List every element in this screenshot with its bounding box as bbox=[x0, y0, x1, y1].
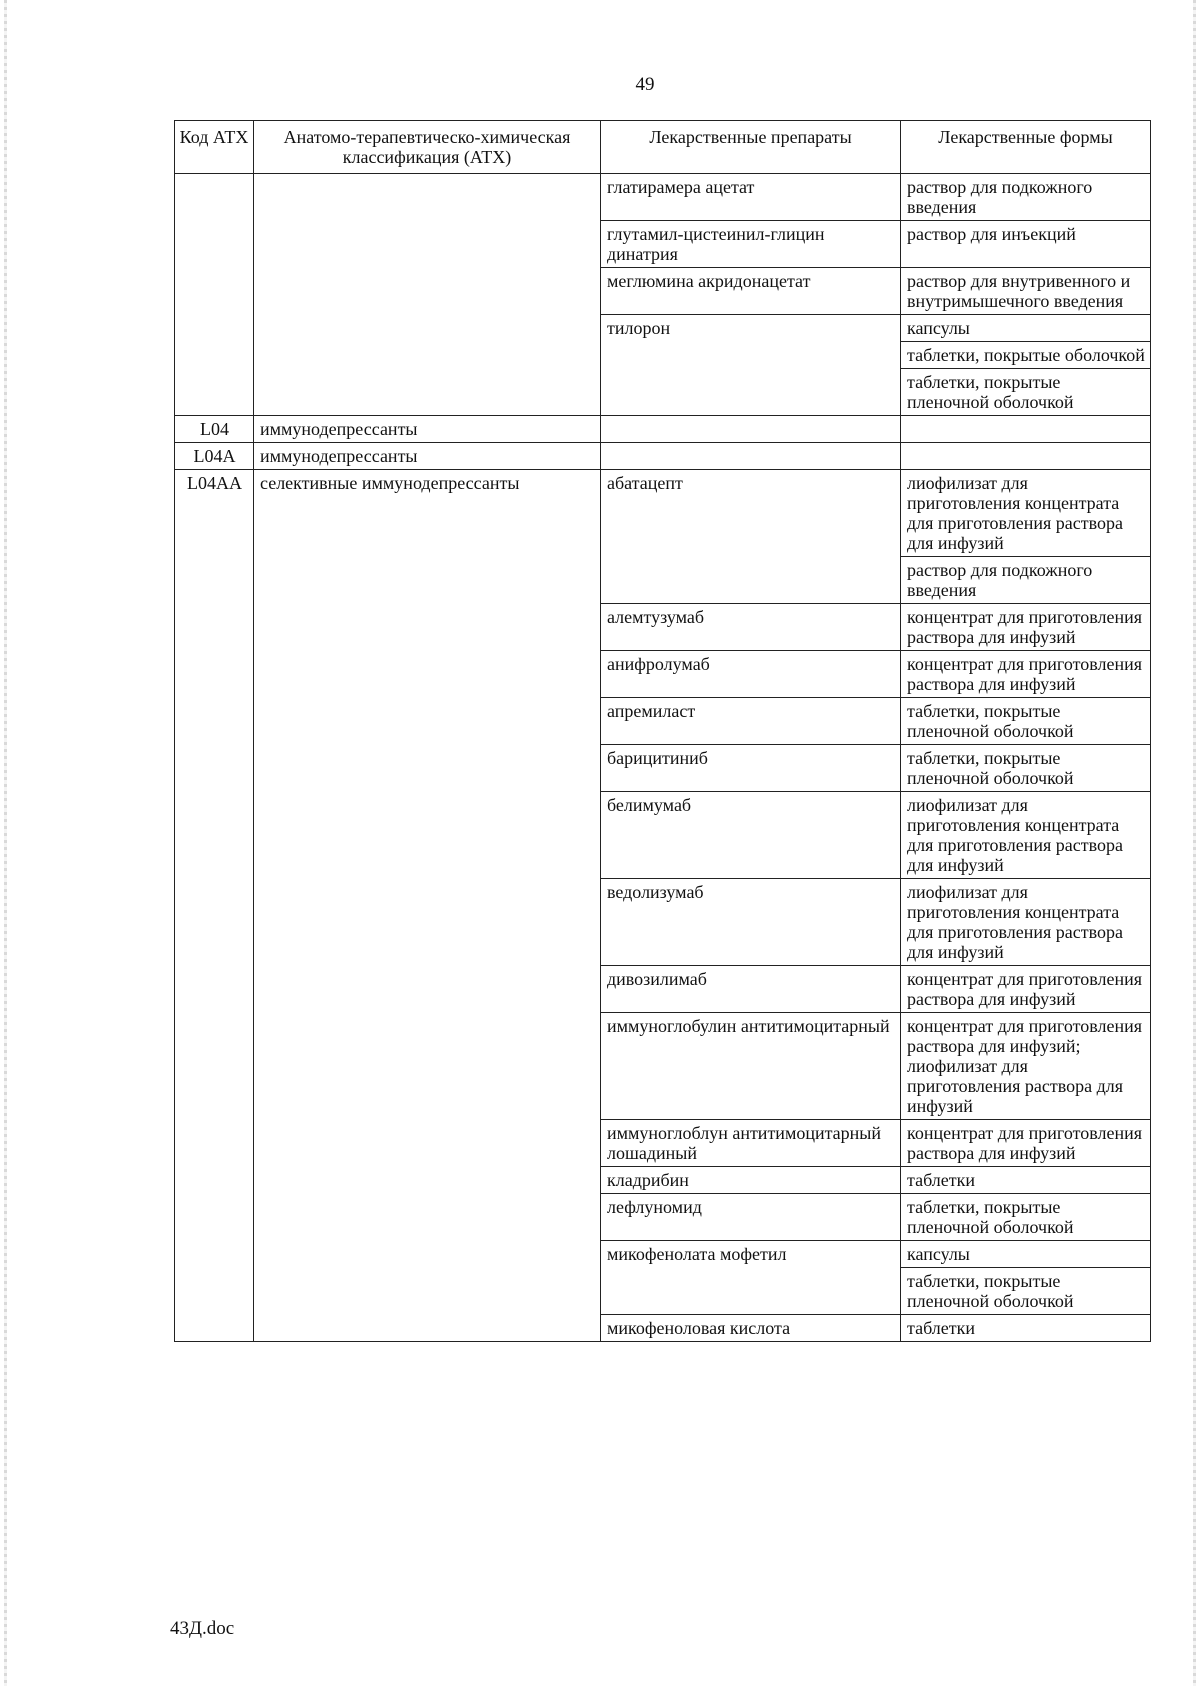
dosage-form-cell: концентрат для приготовления раствора для инфузий; лиофилизат для приготовления раствора для инфузий bbox=[901, 1013, 1151, 1120]
table-row bbox=[175, 174, 1151, 221]
drug-name-cell: микофенолата мофетил bbox=[601, 1241, 901, 1315]
drug-name-cell: барицитиниб bbox=[601, 745, 901, 792]
header-forms: Лекарственные формы bbox=[901, 121, 1151, 174]
dosage-form-cell: таблетки, покрытые пленочной оболочкой bbox=[901, 745, 1151, 792]
dosage-form-cell: лиофилизат для приготовления концентрата для приготовления раствора для инфузий bbox=[901, 879, 1151, 966]
drug-name-cell bbox=[601, 443, 901, 470]
header-code: Код АТХ bbox=[175, 121, 254, 174]
drug-name-cell: белимумаб bbox=[601, 792, 901, 879]
dosage-form-cell: таблетки, покрытые пленочной оболочкой bbox=[901, 1194, 1151, 1241]
atc-drug-table bbox=[174, 120, 1151, 1342]
drug-name-cell: глатирамера ацетат bbox=[601, 174, 901, 221]
atc-classification-cell: иммунодепрессанты bbox=[254, 443, 601, 470]
drug-name-cell: иммуноглоблун антитимоцитарный лошадиный bbox=[601, 1120, 901, 1167]
table-header-row bbox=[175, 121, 1151, 174]
drug-name-cell bbox=[601, 416, 901, 443]
drug-name-cell: тилорон bbox=[601, 315, 901, 416]
scan-edge-left bbox=[4, 0, 7, 1686]
header-drugs: Лекарственные препараты bbox=[601, 121, 901, 174]
table-body bbox=[175, 174, 1151, 1342]
dosage-form-cell: концентрат для приготовления раствора для инфузий bbox=[901, 1120, 1151, 1167]
dosage-form-cell: раствор для внутривенного и внутримышечного введения bbox=[901, 268, 1151, 315]
table-row bbox=[175, 443, 1151, 470]
atc-classification-cell bbox=[254, 174, 601, 416]
dosage-form-cell: концентрат для приготовления раствора для инфузий bbox=[901, 604, 1151, 651]
atc-classification-cell: селективные иммунодепрессанты bbox=[254, 470, 601, 1342]
dosage-form-cell: таблетки bbox=[901, 1315, 1151, 1342]
dosage-form-cell: раствор для подкожного введения bbox=[901, 174, 1151, 221]
drug-name-cell: алемтузумаб bbox=[601, 604, 901, 651]
atc-classification-cell: иммунодепрессанты bbox=[254, 416, 601, 443]
atc-code-cell: L04AA bbox=[175, 470, 254, 1342]
atc-code-cell bbox=[175, 174, 254, 416]
drug-name-cell: анифролумаб bbox=[601, 651, 901, 698]
dosage-form-cell: концентрат для приготовления раствора для инфузий bbox=[901, 966, 1151, 1013]
drug-name-cell: ведолизумаб bbox=[601, 879, 901, 966]
dosage-form-cell: лиофилизат для приготовления концентрата для приготовления раствора для инфузий bbox=[901, 792, 1151, 879]
dosage-form-cell: таблетки, покрытые оболочкой bbox=[901, 342, 1151, 369]
drug-name-cell: микофеноловая кислота bbox=[601, 1315, 901, 1342]
scan-edge-right bbox=[1193, 0, 1196, 1686]
atc-code-cell: L04A bbox=[175, 443, 254, 470]
table-row bbox=[175, 416, 1151, 443]
drug-name-cell: иммуноглобулин антитимоцитарный bbox=[601, 1013, 901, 1120]
drug-name-cell: меглюмина акридонацетат bbox=[601, 268, 901, 315]
dosage-form-cell bbox=[901, 416, 1151, 443]
drug-name-cell: кладрибин bbox=[601, 1167, 901, 1194]
dosage-form-cell: капсулы bbox=[901, 315, 1151, 342]
header-classification: Анатомо-терапевтическо-химическая классификация (АТХ) bbox=[254, 121, 601, 174]
atc-code-cell: L04 bbox=[175, 416, 254, 443]
dosage-form-cell: таблетки, покрытые пленочной оболочкой bbox=[901, 698, 1151, 745]
dosage-form-cell: концентрат для приготовления раствора для инфузий bbox=[901, 651, 1151, 698]
dosage-form-cell: раствор для подкожного введения bbox=[901, 557, 1151, 604]
drug-name-cell: дивозилимаб bbox=[601, 966, 901, 1013]
page-number: 49 bbox=[635, 74, 655, 95]
dosage-form-cell: таблетки, покрытые пленочной оболочкой bbox=[901, 369, 1151, 416]
dosage-form-cell: лиофилизат для приготовления концентрата для приготовления раствора для инфузий bbox=[901, 470, 1151, 557]
drug-name-cell: абатацепт bbox=[601, 470, 901, 604]
table-row bbox=[175, 470, 1151, 557]
drug-name-cell: апремиласт bbox=[601, 698, 901, 745]
drug-name-cell: лефлуномид bbox=[601, 1194, 901, 1241]
drug-name-cell: глутамил-цистеинил-глицин динатрия bbox=[601, 221, 901, 268]
dosage-form-cell: раствор для инъекций bbox=[901, 221, 1151, 268]
dosage-form-cell bbox=[901, 443, 1151, 470]
footer-filename: 43Д.doc bbox=[170, 1618, 235, 1639]
dosage-form-cell: капсулы bbox=[901, 1241, 1151, 1268]
dosage-form-cell: таблетки bbox=[901, 1167, 1151, 1194]
dosage-form-cell: таблетки, покрытые пленочной оболочкой bbox=[901, 1268, 1151, 1315]
